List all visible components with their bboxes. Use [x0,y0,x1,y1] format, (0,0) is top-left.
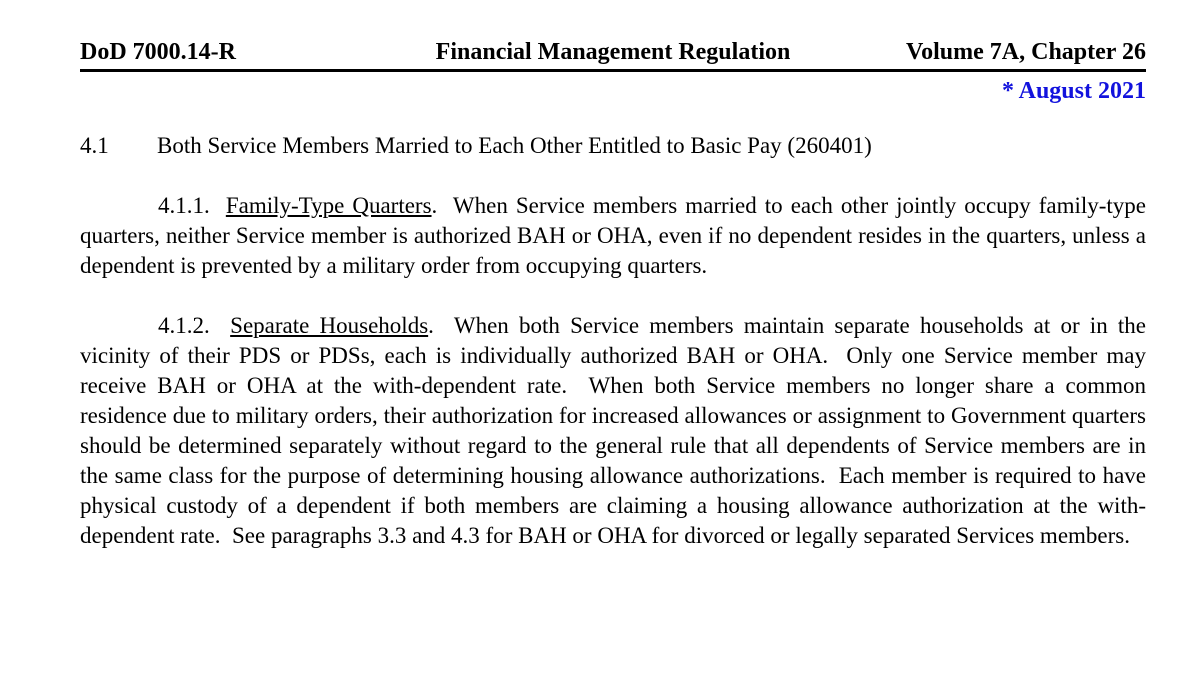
header-doc-id: DoD 7000.14-R [80,39,236,65]
header-volume-chapter: Volume 7A, Chapter 26 [905,39,1146,65]
header-row [80,38,1146,69]
paragraph-4-1-2-number: 4.1.2. [158,312,231,338]
paragraph-4-1-1 [80,191,1146,281]
paragraph-4-1-1-number: 4.1.1. [158,192,226,218]
header-date-row [80,76,1146,106]
paragraph-4-1-2 [80,311,1146,551]
paragraph-4-1-2-text: . When both Service members maintain separate households at or in the vicinity of their PDS or PDSs, each is individually authorized BAH or OHA. Only one Service member may receive BAH or OHA at the with-dependent rate. When both Service members no longer share a common residence due to military orders, their authorization for increased allowances or assignment to Government quarters should be determined separately without regard to the general rule that all dependents of Service members are in the same class for the purpose of determining housing allowance authorizations. Each member is required to have physical custody of a dependent if both members are claiming a housing allowance authorization at the with-dependent rate. See paragraphs 3.3 and 4.3 for BAH or OHA for divorced or legally separated Services members. [80,312,1146,548]
header-title: Financial Management Regulation [435,39,791,65]
section-heading-number: 4.1 [80,132,109,158]
paragraph-4-1-2-title: Separate Households [230,312,429,338]
paragraph-4-1-1-text: . When Service members married to each other jointly occupy family-type quarters, neither Service member is authorized BAH or OHA, even if no dependent resides in the quarters, unless a dependent is prevented by a military order from occupying quarters. [80,192,1146,278]
page-header [80,38,1146,106]
paragraph-4-1-1-title: Family-Type Quarters [225,192,432,218]
header-rule [80,69,1146,72]
section-heading-text: Both Service Members Married to Each Other Entitled to Basic Pay (260401) [157,132,872,158]
section-heading [80,131,1146,161]
header-date: * August 2021 [1001,77,1146,104]
document-body [80,131,1146,551]
